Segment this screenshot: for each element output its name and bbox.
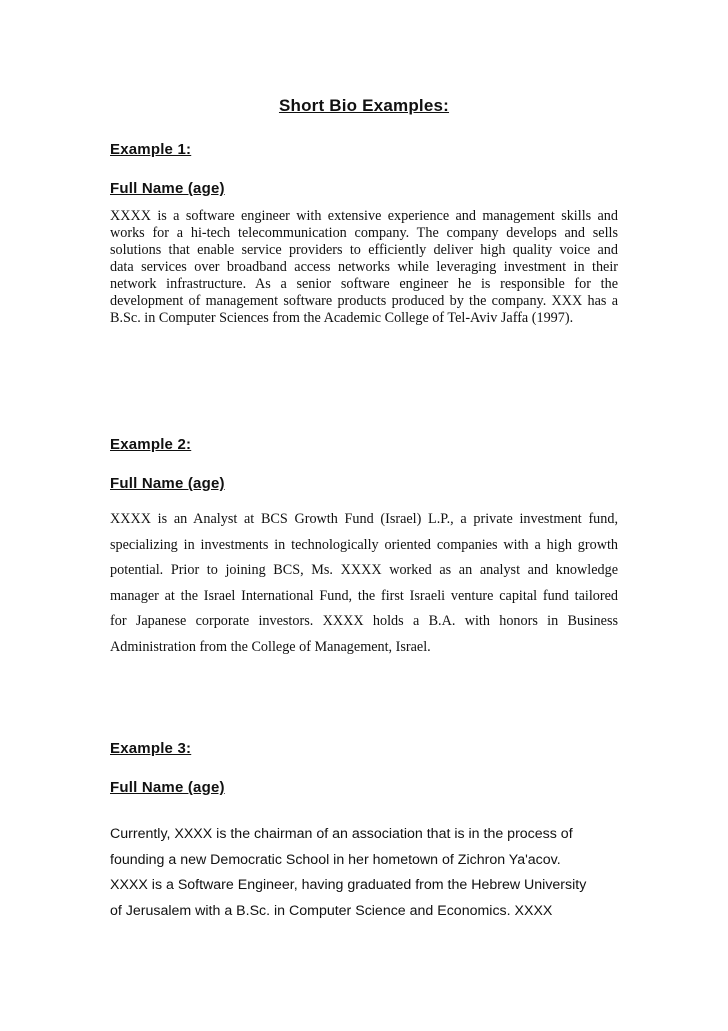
example-1-name-label: Full Name (age) xyxy=(110,180,225,197)
bio-line: Administration from the College of Management, Israel. xyxy=(110,638,431,655)
bio-line: of Jerusalem with a B.Sc. in Computer Science and Economics. XXXX xyxy=(110,902,553,919)
example-3-heading: Example 3: xyxy=(110,740,192,757)
example-3-bio xyxy=(110,822,618,924)
bio-line: for Japanese corporate investors. XXXX holds a B.A. with honors in Business xyxy=(110,613,618,629)
bio-line: data services over broadband access networks while leveraging investment in their xyxy=(110,259,618,275)
bio-line: founding a new Democratic School in her hometown of Zichron Ya'acov. xyxy=(110,851,561,868)
page-title: Short Bio Examples: xyxy=(278,96,450,115)
bio-line: specializing in investments in technologically oriented companies with a high growth xyxy=(110,536,618,553)
example-2-bio xyxy=(110,507,618,660)
bio-line: XXXX is an Analyst at BCS Growth Fund (Israel) L.P., a private investment fund, xyxy=(110,511,618,527)
example-3-name-label: Full Name (age) xyxy=(110,779,225,796)
bio-line: XXXX is a software engineer with extensive experience and management skills and xyxy=(110,208,618,224)
bio-line: potential. Prior to joining BCS, Ms. XXXX worked as an analyst and knowledge xyxy=(110,562,618,578)
bio-line: development of management software products produced by the company. XXX has a xyxy=(110,293,618,309)
bio-line: manager at the Israel International Fund, the first Israeli venture capital fund tailored xyxy=(110,587,618,604)
bio-line: solutions that enable service providers to efficiently deliver high quality voice and xyxy=(110,242,618,258)
bio-line: Currently, XXXX is the chairman of an association that is in the process of xyxy=(110,826,573,842)
example-1-bio xyxy=(110,208,618,327)
example-2-heading: Example 2: xyxy=(110,436,192,453)
bio-line: works for a hi-tech telecommunication company. The company develops and sells xyxy=(110,225,618,241)
example-2-name-label: Full Name (age) xyxy=(110,475,225,492)
bio-line: B.Sc. in Computer Sciences from the Academic College of Tel-Aviv Jaffa (1997). xyxy=(110,310,574,326)
example-1-heading: Example 1: xyxy=(110,141,192,158)
bio-line: network infrastructure. As a senior software engineer he is responsible for the xyxy=(110,276,618,292)
bio-line: XXXX is a Software Engineer, having graduated from the Hebrew University xyxy=(110,877,587,893)
